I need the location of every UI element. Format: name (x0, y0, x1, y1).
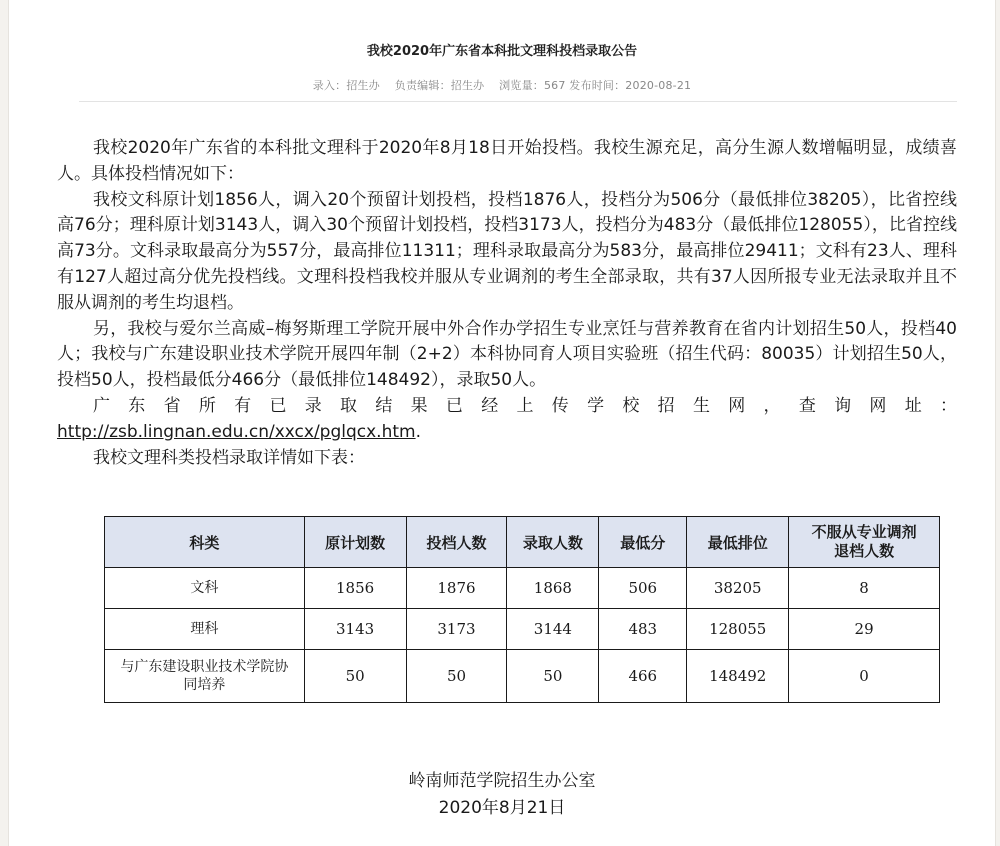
header-min-rank: 最低排位 (687, 517, 789, 568)
table-intro: 我校文理科类投档录取详情如下表： (93, 447, 365, 468)
cell-min-rank: 38205 (687, 568, 789, 609)
editor-value: 招生办 (450, 79, 485, 92)
article-title: 我校2020年广东省本科批文理科投档录取公告 (366, 44, 638, 59)
editor-label: 负责编辑： (394, 79, 451, 92)
query-text: 广东省所有已录取结果已经上传学校招生网，查询网址： (93, 395, 957, 416)
paragraph-cooperation: 另，我校与爱尔兰高威–梅努斯理工学院开展中外合作办学招生专业烹饪与营养教育在省内计划招生50人，投档40人；我校与广东建设职业技术学院开展四年制（2+2）本科协同育人项目实验班（招生代码：80035）计划招生50人，投档50人，投档最低分466分（最低排位148492），录取50人。 (57, 318, 957, 391)
table-row (105, 650, 940, 703)
date-label: 发布时间： (569, 79, 626, 92)
table-row (105, 568, 940, 609)
cell-rejected: 29 (789, 609, 940, 650)
cell-admitted: 3144 (507, 609, 599, 650)
header-category: 科类 (105, 517, 305, 568)
signature (9, 768, 995, 822)
cell-category: 文科 (105, 568, 305, 609)
cell-submitted: 1876 (406, 568, 507, 609)
paragraph-scores: 我校文科原计划1856人，调入20个预留计划投档，投档1876人，投档分为506分（最低排位38205），比省控线高76分；理科原计划3143人，调入30个预留计划投档，投档3173人，投档分为483分（最低排位128055），比省控线高73分。文科录取最高分为557分，最高排位11311；理科录取最高分为583分，最高排位29411；文科有23人、理科有127人超过高分优先投档线。文理科投档我校并服从专业调剂的考生全部录取，共有37人因所报专业无法录取并且不服从调剂的考生均退档。 (57, 189, 957, 313)
cell-rejected: 0 (789, 650, 940, 703)
table-row (105, 609, 940, 650)
article-meta (9, 77, 995, 93)
cell-min-rank: 128055 (687, 609, 789, 650)
cell-admitted: 1868 (507, 568, 599, 609)
header-submitted: 投档人数 (406, 517, 507, 568)
cell-min-score: 506 (599, 568, 687, 609)
signature-org: 岭南师范学院招生办公室 (408, 771, 596, 791)
cell-category: 与广东建设职业技术学院协同培养 (105, 650, 305, 703)
views-label: 浏览量： (499, 79, 544, 92)
cell-min-rank: 148492 (687, 650, 789, 703)
cell-min-score: 466 (599, 650, 687, 703)
header-admitted: 录取人数 (507, 517, 599, 568)
date-value: 2020-08-21 (625, 79, 692, 92)
cell-planned: 1856 (304, 568, 406, 609)
header-min-score: 最低分 (599, 517, 687, 568)
views-value: 567 (543, 79, 566, 92)
cell-planned: 50 (304, 650, 406, 703)
cell-admitted: 50 (507, 650, 599, 703)
cell-min-score: 483 (599, 609, 687, 650)
cell-rejected: 8 (789, 568, 940, 609)
query-url-link[interactable]: http://zsb.lingnan.edu.cn/xxcx/pglqcx.htm (57, 421, 416, 442)
meta-divider (79, 101, 957, 102)
header-rejected: 不服从专业调剂退档人数 (789, 517, 940, 568)
cell-category: 理科 (105, 609, 305, 650)
header-planned: 原计划数 (304, 517, 406, 568)
paragraph-intro: 我校2020年广东省的本科批文理科于2020年8月18日开始投档。我校生源充足，高分生源人数增幅明显，成绩喜人。具体投档情况如下： (57, 138, 957, 184)
cell-submitted: 3173 (406, 609, 507, 650)
admission-table (104, 516, 940, 703)
query-url-suffix: . (415, 421, 421, 442)
table-header-row (105, 517, 940, 568)
article-body (57, 136, 957, 471)
cell-planned: 3143 (304, 609, 406, 650)
query-url-row (57, 420, 957, 446)
article-page (8, 0, 996, 846)
signature-date: 2020年8月21日 (438, 798, 566, 818)
entry-label: 录入： (312, 79, 347, 92)
cell-submitted: 50 (406, 650, 507, 703)
entry-value: 招生办 (346, 79, 380, 92)
